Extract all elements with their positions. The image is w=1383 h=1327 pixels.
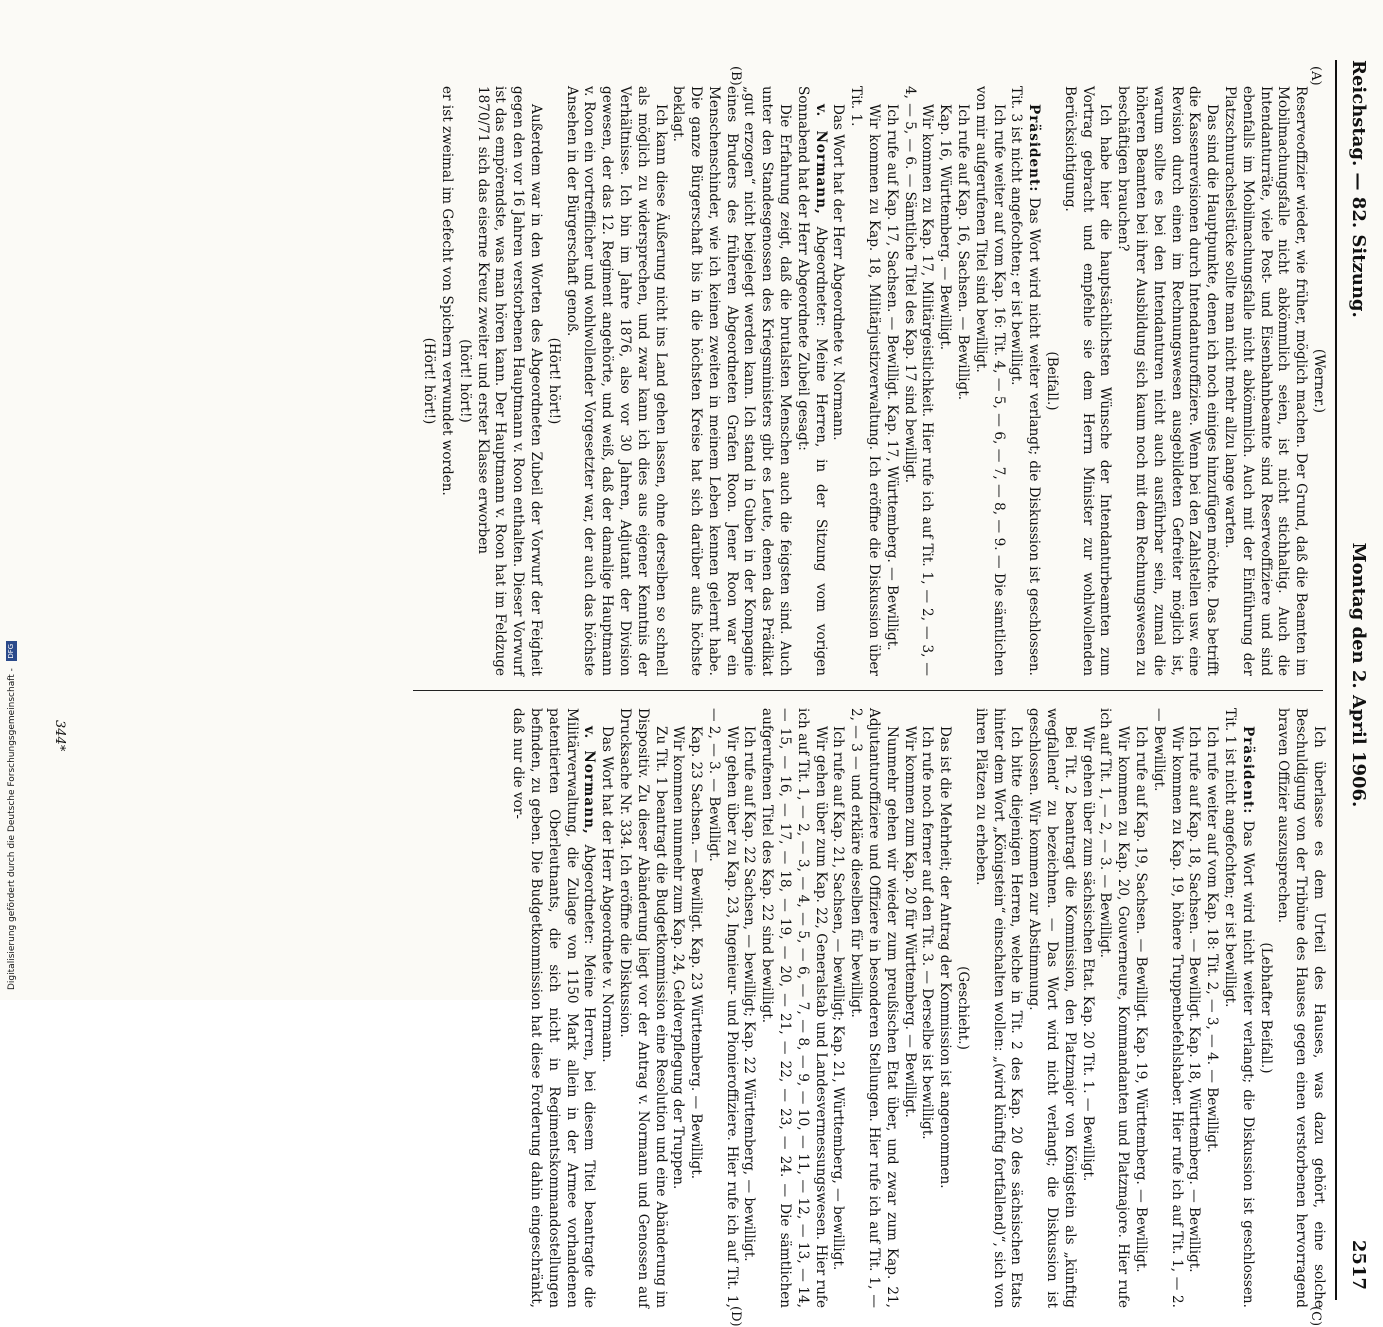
paragraph: Außerdem war in den Worten des Abgeordneten Zubeil der Vorwurf der Feigheit gegen den vor 16 Jahren verstorbenen Hauptmann v. Roon enthalten. Dieser Vorwurf ist das empörendste, was man hören kann. Der Hauptmann v. Roon hat im Feldzuge 1870/71 sich das eiserne Kreuz zweiter und erster Klasse erworben: [474, 86, 544, 676]
margin-mark-a: (A): [1308, 66, 1323, 86]
page-number: 2517: [1348, 1239, 1369, 1290]
right-column: [508, 708, 1327, 1308]
paragraph: Wir kommen zu Kap. 19, höhere Truppenbefehlshaber. Hier rufe ich auf Tit. 1, — 2. — Bewilligt.: [1150, 708, 1185, 1308]
paragraph-text: Abgeordneter: Meine Herren, in der Sitzung vom vorigen Sonnabend hat der Herr Abgeordnete Zubeil gesagt:: [794, 86, 829, 676]
paragraph: Wir gehen über zum sächsischen Etat. Kap. 20 Tit. 1. — Bewilligt.: [1079, 726, 1096, 1182]
paragraph: Ich rufe noch ferner auf den Tit. 3. — Derselbe ist bewilligt.: [919, 726, 936, 1140]
paragraph: Wir kommen zum Kap. 20 für Württemberg. — Bewilligt.: [901, 726, 918, 1118]
credit-text: Digitalisierung gefördert durch die Deutsche Forschungsgemeinschaft -: [7, 668, 17, 990]
speaker-ref: (Werner.): [1311, 348, 1327, 414]
parliament-title: Reichstag. — 82. Sitzung.: [1348, 60, 1369, 318]
session-date: Montag den 2. April 1906.: [1348, 542, 1369, 808]
margin-mark-d: (D): [728, 1306, 743, 1327]
paragraph: Das Wort hat der Herr Abgeordnete v. Normann.: [599, 726, 616, 1063]
speaker-paragraph: [793, 86, 829, 676]
paragraph: Das Wort hat der Herr Abgeordnete v. Normann.: [830, 104, 847, 441]
speaker-label: v. Normann,: [581, 726, 598, 835]
page-header: [1339, 60, 1369, 1290]
paragraph: Ich rufe auf Kap. 21, Sachsen, — bewilligt; Kap. 21, Württemberg, — bewilligt.: [830, 726, 847, 1271]
interjection: (Hört! hört!): [421, 337, 438, 425]
interjection: (hört! hört!): [456, 339, 473, 423]
speaker-label: Präsident:: [1239, 726, 1256, 815]
paragraph: Ich rufe auf Kap. 18, Sachsen. — Bewilligt. Kap. 18, Württemberg. — Bewilligt.: [1186, 726, 1203, 1273]
paragraph: Wir gehen über zu Kap. 23, Ingenieur- und Pionieroffiziere. Hier rufe ich auf Tit. 1, — 2, — 3. — Bewilligt.: [705, 708, 740, 1308]
paragraph: Wir kommen zu Kap. 20, Gouverneure, Kommandanten und Platzmajore. Hier rufe ich auf Tit. 1, — 2, — 3. — Bewilligt.: [1097, 708, 1132, 1308]
applause-note: (Lebhafter Beifall.): [1257, 942, 1274, 1074]
paragraph: Ich rufe weiter auf vom Kap. 18: Tit. 2, — 3, — 4. — Bewilligt.: [1204, 726, 1221, 1153]
speaker-label: v. Normann,: [812, 104, 829, 215]
paragraph: Ich kann diese Äußerung nicht ins Land gehen lassen, ohne derselben so schnell als möglich zu widersprechen, und zwar kann ich dies aus eigener Kenntnis der Verhältnisse. Ich bin im Jahre 1876, also vor 30 Jahren, Adjutant der Division gewesen, der das 12. Regiment angehörte, und weiß, daß der damalige Hauptmann v. Roon ein vortrefflicher und wohlwollender Vorgesetzter war, der auch das höchste Ansehen in der Bürgerschaft genoß.: [563, 86, 669, 676]
paragraph: Ich rufe auf Kap. 17, Sachsen. — Bewilligt. Kap. 17, Württemberg. — Bewilligt.: [883, 104, 900, 651]
paragraph: Ich rufe auf Kap. 19, Sachsen. — Bewilligt. Kap. 19, Württemberg. — Bewilligt.: [1133, 726, 1150, 1273]
paragraph: Nunmehr gehen wir wieder zum preußischen Etat über, und zwar zum Kap. 21, Adjutanturoffiziere und Offiziere in besonderen Stellungen. Hier rufe ich auf Tit. 1, — 2, — 3 — und erkläre dieselben für bewilligt.: [848, 708, 900, 1308]
signature-mark: 344*: [52, 720, 67, 752]
president-paragraph: [1007, 86, 1043, 676]
speaker-paragraph: [508, 708, 597, 1308]
applause-note: (Beifall.): [1044, 351, 1061, 411]
paragraph: Wir kommen zu Kap. 17, Militärgeistlichkeit. Hier rufe ich auf Tit. 1, — 2, — 3, — 4, — 5, — 6. — Sämtliche Titel des Kap. 17 sind bewilligt.: [901, 86, 936, 676]
paragraph: Wir gehen über zum Kap. 22, Generalstab und Landesvermessungswesen. Hier rufe ich auf Tit. 1, — 2, — 3, — 4, — 5, — 6, — 7, — 8, — 9, — 10, — 11, — 12, — 13, — 14, — 15, — 16, — 17, — 18, — 19, — 20, — 21, — 22, — 23, — 24. — Die sämtlichen aufgerufenen Titel des Kap. 22 sind bewilligt.: [759, 708, 829, 1308]
paragraph: Ich rufe weiter auf vom Kap. 16: Tit. 4, — 5, — 6, — 7, — 8, — 9. — Die sämtlichen von mir aufgerufenen Titel sind bewilligt.: [972, 86, 1007, 676]
left-column: [419, 86, 1327, 676]
paragraph: er ist zweimal im Gefecht von Spichern verwundet worden.: [438, 86, 455, 496]
president-paragraph: [1220, 708, 1256, 1308]
header-rule: [1335, 60, 1337, 1300]
margin-mark-b: (B): [728, 66, 743, 86]
paragraph: Kap. 23 Sachsen. — Bewilligt. Kap. 23 Württemberg. — Bewilligt.: [688, 726, 705, 1180]
paragraph: Ich rufe auf Kap. 22 Sachsen, — bewilligt; Kap. 22 Württemberg, — bewilligt.: [741, 726, 758, 1262]
paragraph: Ich überlasse es dem Urteil des Hauses, was dazu gehört, eine solche Beschuldigung von der Tribüne des Hauses gegen einen verstorbenen hervorragend braven Offizier auszusprechen.: [1275, 708, 1327, 1308]
speaker-label: Präsident:: [1026, 104, 1043, 193]
interjection: (Geschieht.): [955, 966, 972, 1050]
dfg-logo-icon: DFG: [6, 641, 17, 661]
interjection: (Hört! hört!): [545, 337, 562, 425]
paragraph: Das ist die Mehrheit; der Antrag der Kommission ist angenommen.: [937, 726, 954, 1189]
paragraph: Reserveoffizier wieder, wie früher, möglich machen. Der Grund, daß die Beamten im Mobilmachungsfalle nicht abkömmlich seien, ist nicht stichhaltig. Auch die Intendanturräte, viele Post- und Eisenbahnbeamte sind Reserveoffiziere und sind ebenfalls im Mobilmachungsfalle nicht abkömmlich. Auch mit der Einführung der Platzschnurachselstücke sollte man nicht mehr allzu lange warten.: [1222, 86, 1310, 676]
paragraph: Bei Tit. 2 beantragt die Kommission, den Platzmajor von Königstein als „künftig wegfallend“ zu bezeichnen. — Das Wort wird nicht verlangt; die Diskussion ist geschlossen. Wir kommen zur Abstimmung.: [1026, 708, 1078, 1308]
quotation: Die Erfahrung zeigt, daß die brutalsten Menschen auch die feigsten sind. Auch unter den Standesgenossen des Kriegsministers gibt es Leute, denen das Prädikat „gut erzogen“ nicht beigelegt werden kann. Ich stand in Guben in der Kompagnie eines Bruders des früheren Abgeordneten Grafen Roon. Jener Roon war ein Menschenschinder, wie ich keinen zweiten in meinem Leben kennen gelernt habe. Die ganze Bürgerschaft bis in die höchsten Kreise hat sich darüber aufs höchste beklagt.: [670, 86, 794, 676]
paragraph-text: Das Wort wird nicht weiter verlangt; die Diskussion ist geschlossen. Tit. 1 ist nicht angefochten; er ist bewilligt.: [1222, 708, 1256, 1308]
paragraph: Wir kommen zu Kap. 18, Militärjustizverwaltung. Ich eröffne die Diskussion über Tit. 1.: [848, 86, 883, 676]
paragraph: Wir kommen nunmehr zum Kap. 24, Geldverpflegung der Truppen.: [670, 726, 687, 1190]
paragraph: Ich habe hier die hauptsächlichsten Wünsche der Intendanturbeamten zum Vortrag gebracht und empfehle sie dem Herrn Minister zur wohlwollenden Berücksichtigung.: [1061, 86, 1114, 676]
paragraph-text: Das Wort wird nicht weiter verlangt; die Diskussion ist geschlossen. Tit. 3 ist nicht angefochten; er ist bewilligt.: [1008, 86, 1043, 676]
digitization-credit: [6, 10, 24, 990]
paragraph: Zu Tit. 1 beantragt die Budgetkommission eine Resolution und eine Abänderung im Dispositiv. Zu dieser Abänderung liegt vor der Antrag v. Normann und Genossen auf Drucksache Nr. 334. Ich eröffne die Diskussion.: [616, 708, 669, 1308]
paragraph: Das sind die Hauptpunkte, denen ich noch einiges hinzufügen möchte. Das betrifft die Kassenrevisionen durch Intendanturoffiziere. Wenn bei den Zahlstellen usw. eine Revision durch einen im Rechnungswesen ausgebildeten Gefreiter möglich ist, warum sollte es bei den Intendanturen nicht auch ausführbar sein, zumal die höheren Beamten bei ihrer Ausbildung sich kaum noch mit dem Rechnungswesen zu beschäftigen brauchen?: [1115, 86, 1221, 676]
paragraph: Ich bitte diejenigen Herren, welche in Tit. 2 des Kap. 20 des sächsischen Etats hinter dem Wort „Königstein“ einschalten wollen: „(wird künftig fortfallend)“, sich von ihren Plätzen zu erheben.: [972, 708, 1025, 1308]
margin-mark-c: (C): [1308, 1306, 1323, 1327]
paragraph-text: Abgeordneter: Meine Herren, bei diesem Titel beantragte die Militärverwaltung, die Zulage von 1150 Mark allein in der Armee vorhandenen patentierten Oberleutnants, die sich nicht in Regimentskommandostellungen befinden, zu geben. Die Budgetkommission hat diese Forderung dahin eingeschränkt, daß nur die vor-: [510, 708, 598, 1308]
paragraph: Kap. 16, Württemberg. — Bewilligt.: [937, 104, 954, 351]
column-divider: [413, 690, 1323, 691]
paragraph: Ich rufe auf Kap. 16, Sachsen. — Bewilligt.: [955, 104, 972, 401]
